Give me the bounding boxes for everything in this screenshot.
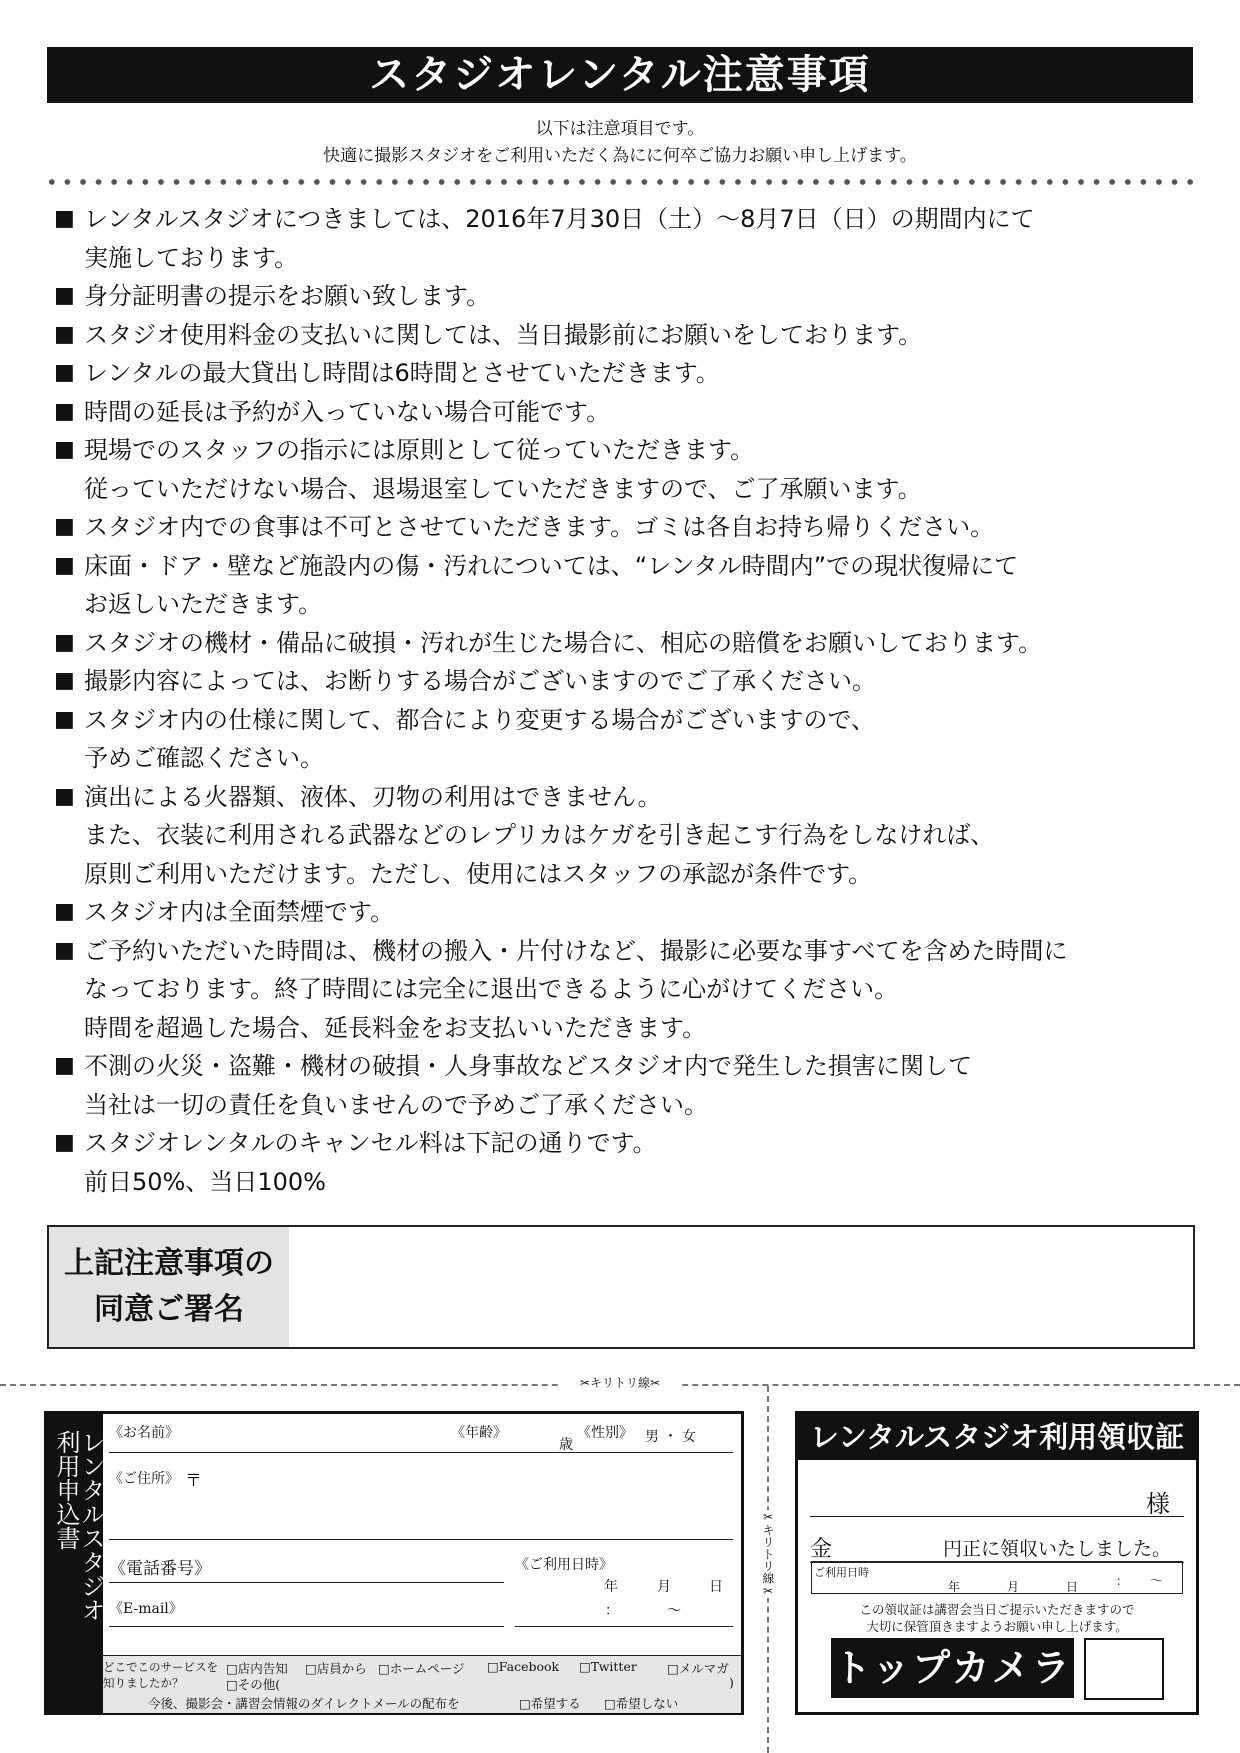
email-underline[interactable] — [109, 1626, 504, 1627]
page-title: スタジオレンタル注意事項 — [47, 47, 1193, 103]
phone-underline[interactable] — [109, 1582, 504, 1583]
rule-item — [54, 547, 1204, 624]
bullet-mark: ■ — [54, 552, 75, 578]
source-option-store[interactable]: □店内告知 — [226, 1661, 288, 1676]
receipt-kin: 金 — [810, 1537, 833, 1562]
receipt-sama: 様 — [1146, 1490, 1170, 1518]
rule-text: 身分証明書の提示をお願い致します。 — [84, 282, 491, 310]
source-question: どこでこのサービスを 知りましたか？ — [103, 1660, 218, 1690]
receipt — [795, 1411, 1199, 1715]
top-camera-logo: トップカメラ — [831, 1638, 1074, 1698]
bullet-mark: ■ — [54, 1053, 75, 1078]
application-survey — [103, 1655, 741, 1713]
bullet-mark: ■ — [54, 1130, 75, 1155]
source-option-other[interactable]: □その他( — [226, 1677, 281, 1692]
rule-text: レンタルの最大貸出し時間は6時間とさせていただきます。 — [84, 359, 720, 387]
bullet-mark: ■ — [54, 321, 75, 347]
rule-item — [54, 778, 1204, 894]
email-label: 《E-mail》 — [109, 1601, 183, 1617]
rule-item — [54, 316, 1204, 355]
address-label: 《ご住所》 — [109, 1471, 179, 1487]
receipt-received-text: 円正に領収いたしました。 — [943, 1538, 1172, 1560]
date-day: 日 — [709, 1579, 723, 1595]
date-colon: ： — [605, 1603, 619, 1619]
name-label: 《お名前》 — [109, 1425, 179, 1441]
receipt-date-box[interactable] — [811, 1561, 1183, 1594]
rule-item — [54, 893, 1204, 932]
signature-label: 上記注意事項の 同意ご署名 — [49, 1227, 289, 1347]
date-label: 《ご利用日時》 — [515, 1557, 613, 1573]
rule-text: スタジオの機材・備品に破損・汚れが生じた場合に、相応の賠償をお願いしております。 — [84, 628, 1043, 657]
rule-item — [54, 701, 1204, 778]
cut-line-label: ✂キリトリ線✂ — [560, 1374, 680, 1391]
bullet-mark: ■ — [54, 437, 75, 462]
dm-text: 今後、撮影会・講習会情報のダイレクトメールの配布を — [148, 1696, 460, 1711]
receipt-title: レンタルスタジオ利用領収証 — [798, 1414, 1196, 1460]
bullet-mark: ■ — [54, 668, 75, 693]
source-option-mailmag[interactable]: □メルマガ — [667, 1661, 729, 1676]
date-year: 年 — [604, 1579, 618, 1595]
date-month: 月 — [657, 1579, 671, 1595]
rule-text: 不測の火災・盗難・機材の破損・人身事故などスタジオ内で発生した損害に関して 当社は一切の責任を負いませんので予めご了承ください。 — [84, 1052, 972, 1119]
bullet-mark: ■ — [54, 283, 75, 308]
source-option-homepage[interactable]: □ホームページ — [378, 1661, 465, 1676]
application-title: レンタルスタジオ 利用申込書 — [52, 1430, 105, 1622]
rule-item — [54, 1047, 1204, 1124]
cut-line-vertical-label: ✂キリトリ線✂ — [758, 1510, 778, 1598]
rule-item — [54, 431, 1204, 508]
gender-label: 《性別》 — [577, 1425, 633, 1441]
rule-text: 撮影内容によっては、お断りする場合がございますのでご了承ください。 — [84, 667, 876, 695]
address-underline[interactable] — [109, 1539, 733, 1540]
dm-option-yes[interactable]: □希望する — [519, 1696, 581, 1711]
source-other-close: ) — [729, 1675, 734, 1690]
subtitle-line-1: 以下は注意項目です。 — [535, 119, 705, 139]
rule-text: スタジオ内は全面禁煙です。 — [84, 898, 395, 926]
source-option-facebook[interactable]: □Facebook — [487, 1659, 560, 1674]
rule-text: 演出による火器類、液体、刃物の利用はできません。 また、衣装に利用される武器などのレプリカはケガを引き起こす行為をしなければ、 原則ご利用いただけます。ただし、使用にはスタッフの承認が条件です。 — [84, 782, 995, 888]
application-side-panel — [47, 1414, 103, 1712]
source-option-staff[interactable]: □店員から — [305, 1661, 367, 1676]
name-underline[interactable] — [109, 1452, 733, 1453]
age-unit: 歳 — [559, 1437, 573, 1453]
receipt-date-label: ご利用日時 — [814, 1566, 869, 1579]
rule-text: 現場でのスタッフの指示には原則として従っていただきます。 従っていただけない場合、退場退室していただきますので、ご了承願います。 — [84, 436, 922, 503]
source-option-twitter[interactable]: □Twitter — [579, 1659, 637, 1674]
rule-item — [54, 662, 1204, 701]
rule-text: スタジオ内での食事は不可とさせていただきます。ゴミは各自お持ち帰りください。 — [84, 513, 995, 541]
bullet-mark: ■ — [54, 398, 75, 424]
bullet-mark: ■ — [54, 937, 75, 963]
rule-item — [54, 932, 1204, 1048]
signature-field[interactable] — [289, 1227, 1193, 1347]
receipt-date-year: 年 — [948, 1580, 961, 1594]
receipt-date-tilde: ～ — [1150, 1574, 1164, 1589]
date-tilde: ～ — [667, 1603, 681, 1619]
gender-options[interactable]: 男 ・ 女 — [645, 1429, 696, 1445]
rule-text: 時間の延長は予約が入っていない場合可能です。 — [84, 397, 611, 426]
receipt-date-colon: ： — [1116, 1574, 1129, 1588]
rule-item — [54, 200, 1204, 277]
bullet-mark: ■ — [54, 706, 75, 732]
signature-box — [47, 1225, 1195, 1349]
bullet-mark: ■ — [54, 783, 75, 809]
rule-text: 床面・ドア・壁など施設内の傷・汚れについては、“レンタル時間内”での現状復帰にて お返しいただきます。 — [84, 551, 1019, 618]
date-underline[interactable] — [515, 1626, 733, 1627]
bullet-mark: ■ — [54, 629, 75, 655]
rule-text: レンタルスタジオにつきましては、2016年7月30日（土）～8月7日（日）の期間内にて 実施しております。 — [84, 205, 1035, 272]
rule-text: スタジオ内の仕様に関して、都合により変更する場合がございますので、 予めご確認ください。 — [84, 705, 876, 772]
rule-text: スタジオ使用料金の支払いに関しては、当日撮影前にお願いをしております。 — [84, 320, 923, 349]
subtitle-line-2: 快適に撮影スタジオをご利用いただく為にに何卒ご協力お願い申し上げます。 — [323, 146, 917, 166]
bullet-mark: ■ — [54, 206, 75, 231]
application-form — [44, 1411, 744, 1715]
rule-text: スタジオレンタルのキャンセル料は下記の通りです。 前日50%、当日100% — [84, 1129, 657, 1196]
rules-list — [54, 200, 1204, 1201]
receipt-date-day: 日 — [1066, 1580, 1079, 1594]
rule-item — [54, 508, 1204, 547]
stamp-box — [1084, 1638, 1164, 1700]
rule-item — [54, 624, 1204, 663]
receipt-date-month: 月 — [1007, 1580, 1020, 1594]
phone-label: 《電話番号》 — [109, 1559, 211, 1579]
rule-item — [54, 393, 1204, 432]
rule-item — [54, 1124, 1204, 1201]
dm-option-no[interactable]: □希望しない — [604, 1696, 679, 1711]
receipt-name-underline[interactable] — [810, 1516, 1184, 1517]
bullet-mark: ■ — [54, 899, 75, 924]
postal-mark: 〒 — [185, 1471, 202, 1491]
bullet-mark: ■ — [54, 514, 75, 539]
rule-item — [54, 354, 1204, 393]
rule-item — [54, 277, 1204, 316]
dotted-divider — [44, 178, 1196, 186]
receipt-note: この領収証は講習会当日ご提示いただきますので 大切に保管頂きますようお願い申し上げます。 — [859, 1602, 1135, 1634]
rule-text: ご予約いただいた時間は、機材の搬入・片付けなど、撮影に必要な事すべてを含めた時間に なっております。終了時間には完全に退出できるように心がけてください。 時間を超過した場合、延長料金をお支払いいただきます。 — [84, 936, 1068, 1042]
age-label: 《年齢》 — [451, 1425, 507, 1441]
bullet-mark: ■ — [54, 360, 75, 385]
